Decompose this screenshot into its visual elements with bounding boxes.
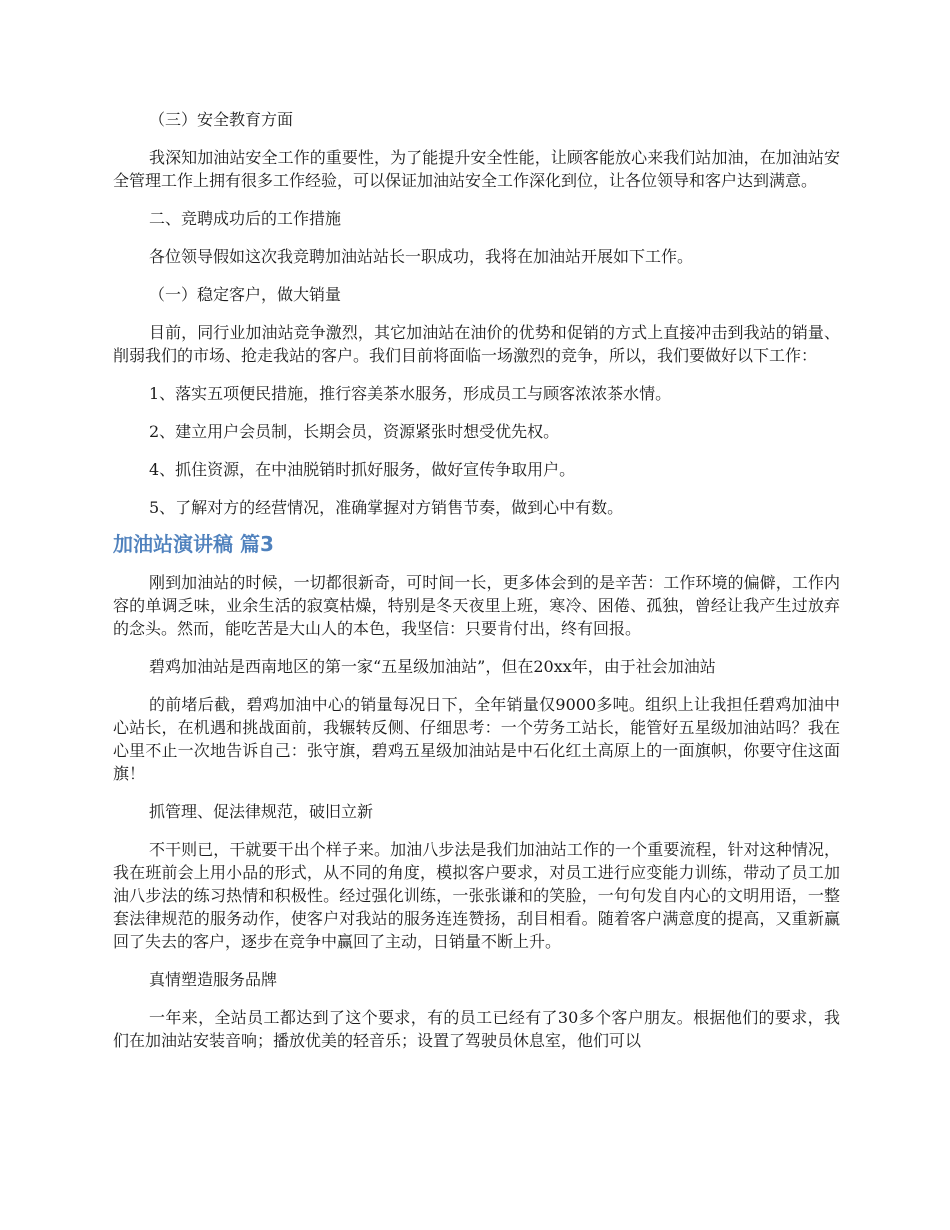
paragraph-competition: 目前，同行业加油站竞争激烈，其它加油站在油价的优势和促销的方式上直接冲击到我站的销量、削弱我们的市场、抢走我站的客户。我们目前将面临一场激烈的竞争，所以，我们要做好以下工作：: [113, 323, 840, 365]
paragraph-safety-experience: 我深知加油站安全工作的重要性，为了能提升安全性能，让顾客能放心来我们站加油，在加油站安全管理工作上拥有很多工作经验，可以保证加油站安全工作深化到位，让各位领导和客户达到满意。: [113, 148, 840, 190]
subheading-work-measures: 二、竞聘成功后的工作措施: [149, 209, 342, 228]
section-heading-speech-3: 加油站演讲稿 篇3: [113, 532, 274, 556]
paragraph-work-plan-intro: 各位领导假如这次我竞聘加油站站长一职成功，我将在加油站开展如下工作。: [149, 247, 694, 266]
subheading-stabilize-customers: （一）稳定客户，做大销量: [149, 285, 342, 304]
list-item-5: 5、了解对方的经营情况，准确掌握对方销售节奏，做到心中有数。: [149, 498, 624, 517]
paragraph-first-arrival: 刚到加油站的时候，一切都很新奇，可时间一长，更多体会到的是辛苦：工作环境的偏僻，工作内容的单调乏味，业余生活的寂寞枯燥，特别是冬天夜里上班，寒冷、困倦、孤独，曾经让我产生过放弃的念头。然而，能吃苦是大山人的本色，我坚信：只要肯付出，终有回报。: [113, 573, 840, 638]
subheading-management: 抓管理、促法律规范，破旧立新: [149, 802, 374, 821]
list-item-2: 2、建立用户会员制，长期会员，资源紧张时想受优先权。: [149, 422, 560, 441]
paragraph-customer-friends: 一年来，全站员工都达到了这个要求，有的员工已经有了30多个客户朋友。根据他们的要求，我们在加油站安装音响；播放优美的轻音乐；设置了驾驶员休息室，他们可以: [113, 1008, 840, 1050]
list-item-1: 1、落实五项便民措施，推行容美茶水服务，形成员工与顾客浓浓茶水情。: [149, 384, 672, 403]
subheading-safety-education: （三）安全教育方面: [149, 110, 294, 129]
document-page: [113, 108, 840, 1067]
paragraph-station-manager: 的前堵后截，碧鸡加油中心的销量每况日下，全年销量仅9000多吨。组织上让我担任碧鸡加油中心站长，在机遇和挑战面前，我辗转反侧、仔细思考：一个劳务工站长，能管好五星级加油站吗？我在心里不止一次地告诉自己：张守旗，碧鸡五星级加油站是中石化红土高原上的一面旗帜，你要守住这面旗！: [113, 695, 840, 783]
subheading-service-brand: 真情塑造服务品牌: [149, 970, 278, 989]
list-item-4: 4、抓住资源，在中油脱销时抓好服务，做好宣传争取用户。: [149, 460, 576, 479]
paragraph-bijie-station: 碧鸡加油站是西南地区的第一家“五星级加油站”，但在20xx年，由于社会加油站: [149, 657, 716, 676]
paragraph-eight-step-method: 不干则已，干就要干出个样子来。加油八步法是我们加油站工作的一个重要流程，针对这种情况，我在班前会上用小品的形式，从不同的角度，模拟客户要求，对员工进行应变能力训练，带动了员工加油八步法的练习热情和积极性。经过强化训练，一张张谦和的笑脸，一句句发自内心的文明用语，一整套法律规范的服务动作，使客户对我站的服务连连赞扬，刮目相看。随着客户满意度的提高，又重新赢回了失去的客户，逐步在竞争中赢回了主动，日销量不断上升。: [113, 840, 840, 951]
